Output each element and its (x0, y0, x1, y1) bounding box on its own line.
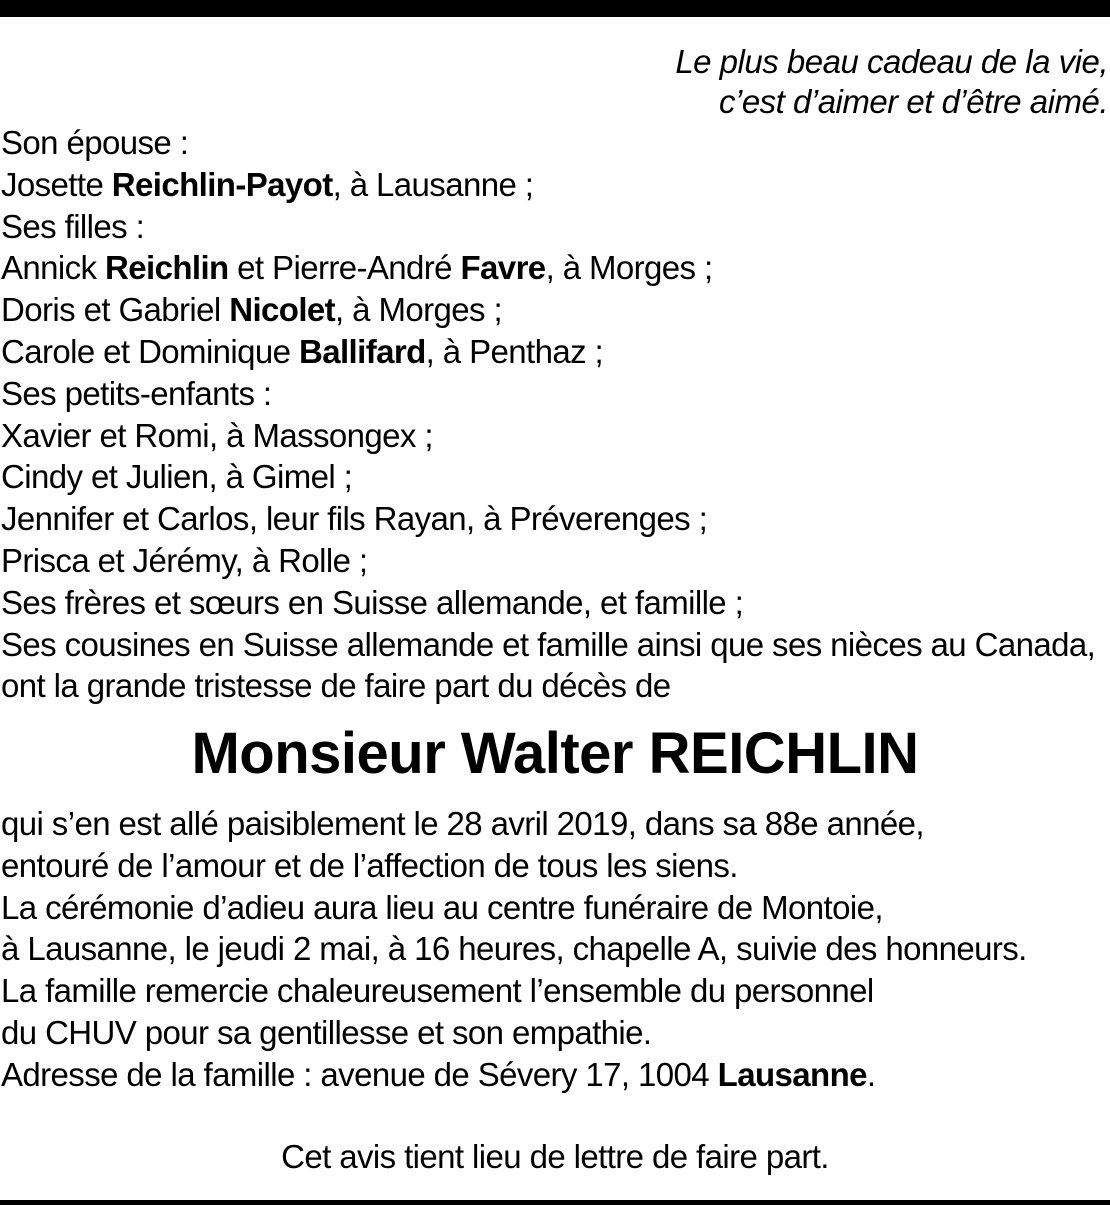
epigraph-line-2: c’est d’aimer et d’être aimé. (719, 83, 1108, 120)
grandchildren-heading: Ses petits-enfants : (1, 374, 272, 412)
grandchild-entry-1: Xavier et Romi, à Massongex ; (1, 416, 433, 454)
deceased-name: Monsieur Walter REICHLIN (191, 721, 919, 786)
daughter-3-surname: Ballifard (299, 332, 426, 370)
details-line-1: qui s’en est allé paisiblement le 28 avril 2019, dans sa 88e année, (1, 805, 924, 842)
announcement-line: ont la grande tristesse de faire part du décès de (1, 667, 671, 705)
spouse-first-name: Josette (1, 165, 112, 203)
daughter-3-first-names: Carole et Dominique (1, 332, 299, 370)
details-line-4: à Lausanne, le jeudi 2 mai, à 16 heures, chapelle A, suivie des honneurs. (1, 930, 1027, 968)
family-list (1, 122, 1095, 707)
details-line-3: La cérémonie d’adieu aura lieu au centre funéraire de Montoie, (1, 888, 883, 926)
closing-note: Cet avis tient lieu de lettre de faire part. (281, 1138, 829, 1175)
daughter-entry-1 (1, 247, 1095, 289)
siblings-entry: Ses frères et sœurs en Suisse allemande, et famille ; (1, 583, 744, 621)
details-line-5: La famille remercie chaleureusement l’ensemble du personnel (1, 972, 874, 1010)
daughters-heading: Ses filles : (1, 207, 145, 245)
grandchild-entry-3: Jennifer et Carlos, leur fils Rayan, à Préverenges ; (1, 500, 708, 538)
cousins-entry: Ses cousines en Suisse allemande et famille ainsi que ses nièces au Canada, (1, 625, 1096, 663)
daughter-1-partner: et Pierre-André (228, 249, 461, 287)
spouse-surname: Reichlin-Payot (111, 165, 333, 203)
daughter-entry-2 (1, 289, 1095, 331)
daughter-1-place: , à Morges ; (545, 249, 713, 287)
epigraph-line-1: Le plus beau cadeau de la vie, (675, 43, 1108, 80)
spouse-heading: Son épouse : (1, 124, 189, 161)
daughter-2-surname: Nicolet (229, 291, 336, 329)
daughter-1-surname: Reichlin (105, 249, 229, 287)
address-city: Lausanne (717, 1055, 867, 1093)
spouse-place: , à Lausanne ; (332, 165, 534, 203)
top-rule (0, 0, 1110, 17)
grandchild-entry-4: Prisca et Jérémy, à Rolle ; (1, 541, 368, 579)
ceremony-details (1, 803, 1027, 1096)
grandchild-entry-2: Cindy et Julien, à Gimel ; (1, 458, 353, 496)
details-line-6: du CHUV pour sa gentillesse et son empathie. (1, 1013, 652, 1051)
epigraph (675, 42, 1108, 122)
daughter-3-place: , à Penthaz ; (425, 332, 604, 370)
daughter-entry-3 (1, 331, 1095, 373)
daughter-2-place: , à Morges ; (335, 291, 503, 329)
address-suffix: . (866, 1055, 876, 1093)
spouse-entry (1, 164, 1095, 206)
daughter-2-first-names: Doris et Gabriel (1, 291, 230, 329)
address-prefix: Adresse de la famille : avenue de Sévery 17, 1004 (1, 1055, 718, 1093)
daughter-1-partner-surname: Favre (460, 249, 546, 287)
bottom-rule (0, 1200, 1110, 1205)
family-address (1, 1054, 1027, 1096)
daughter-1-first-name: Annick (1, 249, 106, 287)
details-line-2: entouré de l’amour et de l’affection de tous les siens. (1, 846, 738, 884)
